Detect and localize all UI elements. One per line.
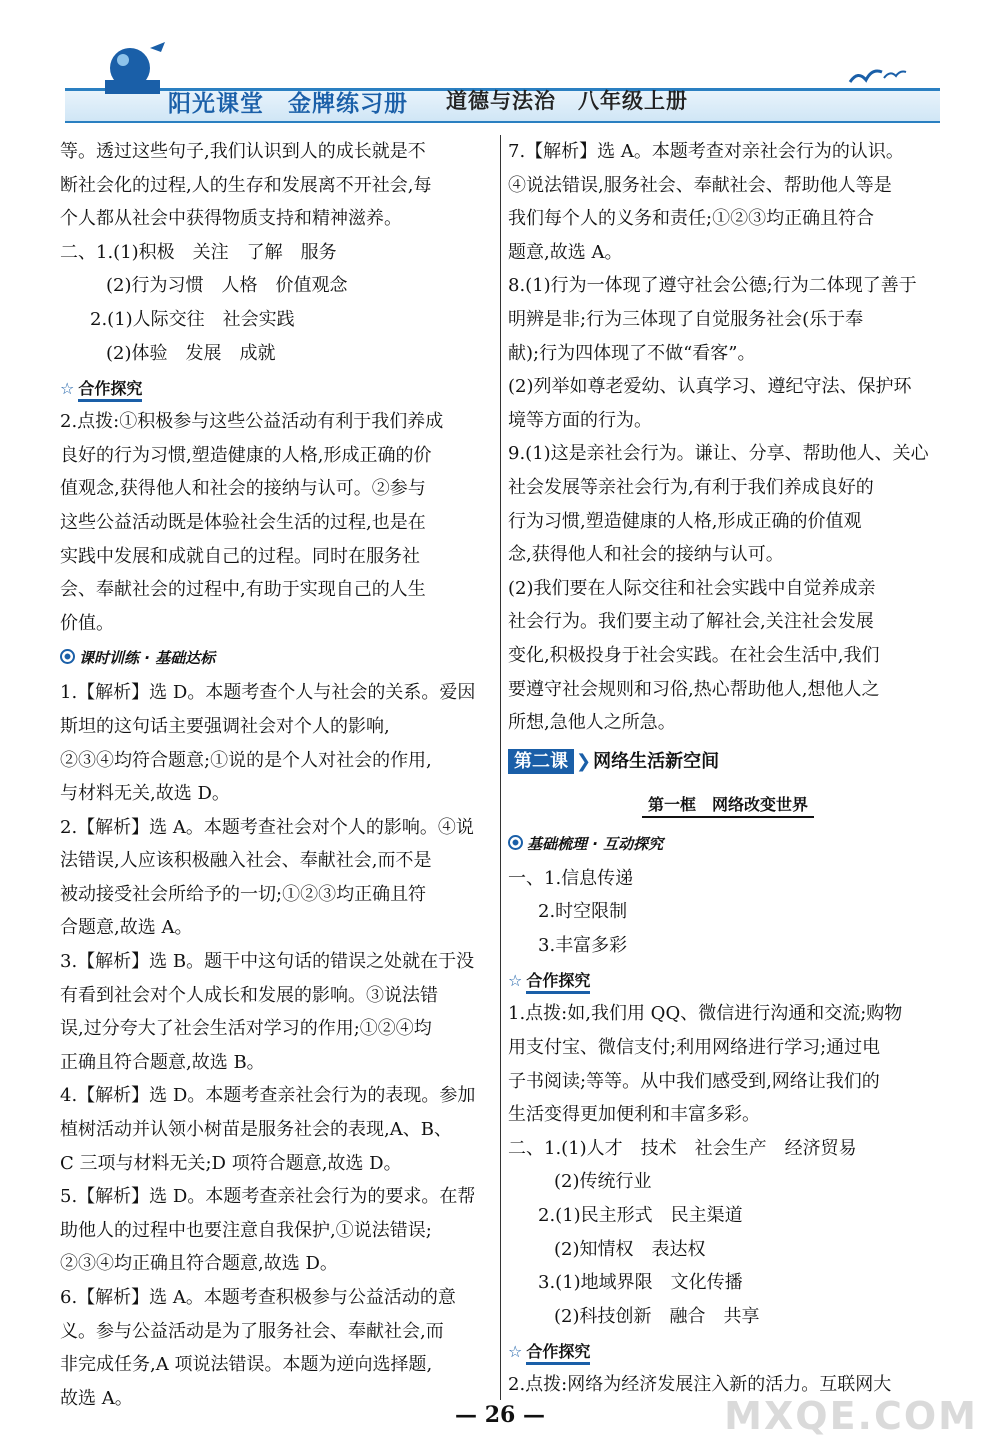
- text-line: 非完成任务,A 项说法错误。本题为逆向选择题,: [60, 1354, 433, 1376]
- right-column: [508, 135, 948, 1402]
- page-header: [0, 0, 1000, 135]
- text-line: 6.【解析】选 A。本题考查积极参与公益活动的意: [60, 1287, 456, 1308]
- star-icon: ☆: [60, 379, 75, 399]
- text-line: (2)列举如尊老爱幼、认真学习、遵纪守法、保护环: [508, 376, 912, 398]
- answer-line: (2)传统行业: [554, 1171, 652, 1193]
- text-line: 有看到社会对个人成长和发展的影响。③说法错: [60, 984, 438, 1006]
- page-number: — 26 —: [455, 1402, 545, 1428]
- answer-line: 2.(1)人际交往 社会实践: [90, 308, 295, 330]
- column-divider: [500, 135, 501, 1400]
- bullet-icon: [508, 835, 523, 850]
- text-line: 助他人的过程中也要注意自我保护,①说法错误;: [60, 1219, 432, 1241]
- text-line: 我们每个人的义务和责任;①②③均正确且符合: [508, 208, 875, 230]
- text-line: 3.【解析】选 B。题干中这句话的错误之处就在于没: [60, 951, 475, 973]
- text-line: 断社会化的过程,人的生存和发展离不开社会,每: [60, 174, 432, 196]
- text-line: 5.【解析】选 D。本题考查亲社会行为的要求。在帮: [60, 1186, 476, 1208]
- text-line: 正确且符合题意,故选 B。: [60, 1051, 265, 1073]
- text-line: 4.【解析】选 D。本题考查亲社会行为的表现。参加: [60, 1085, 476, 1107]
- left-column: [60, 135, 500, 1415]
- text-line: 误,过分夸大了社会生活对学习的作用;①②④均: [60, 1018, 432, 1040]
- sun-logo-icon: [95, 38, 170, 98]
- answer-line: (2)体验 发展 成就: [106, 342, 276, 364]
- star-icon: ☆: [508, 1342, 523, 1362]
- text-line: ④说法错误,服务社会、奉献社会、帮助他人等是: [508, 174, 892, 196]
- section-tag: ☆ 合作探究: [508, 1335, 948, 1368]
- text-line: 等。透过这些句子,我们认识到人的成长就是不: [60, 141, 426, 162]
- text-line: 社会行为。我们要主动了解社会,关注社会发展: [508, 611, 874, 633]
- text-line: 生活变得更加便利和丰富多彩。: [508, 1104, 760, 1126]
- text-line: 社会发展等亲社会行为,有利于我们养成良好的: [508, 476, 874, 498]
- text-line: 子书阅读;等等。从中我们感受到,网络让我们的: [508, 1070, 880, 1092]
- section-tag: ☆ 合作探究: [508, 964, 948, 997]
- text-line: 被动接受社会所给予的一切;①②③均正确且符: [60, 883, 427, 905]
- text-line: 1.点拨:如,我们用 QQ、微信进行沟通和交流;购物: [508, 1003, 903, 1025]
- lesson-heading: [508, 740, 948, 784]
- text-line: C 三项与材料无关;D 项符合题意,故选 D。: [60, 1152, 402, 1174]
- text-line: 7.【解析】选 A。本题考查对亲社会行为的认识。: [508, 141, 904, 162]
- text-line: 法错误,人应该积极融入社会、奉献社会,而不是: [60, 850, 432, 872]
- answer-line: 2.(1)民主形式 民主渠道: [538, 1205, 743, 1227]
- text-line: 所想,急他人之所急。: [508, 712, 676, 734]
- section-tag: ☆ 合作探究: [60, 372, 500, 405]
- text-line: 题意,故选 A。: [508, 241, 623, 263]
- star-icon: ☆: [508, 971, 523, 991]
- text-line: 2.【解析】选 A。本题考查社会对个人的影响。④说: [60, 816, 474, 838]
- text-line: 行为习惯,塑造健康的人格,形成正确的价值观: [508, 510, 862, 532]
- section-heading: 课时训练 · 基础达标: [60, 640, 500, 676]
- section-heading: 基础梳理 · 互动探究: [508, 826, 948, 862]
- text-line: 8.(1)行为一体现了遵守社会公德;行为二体现了善于: [508, 275, 917, 297]
- text-line: ②③④均符合题意;①说的是个人对社会的作用,: [60, 749, 432, 771]
- text-line: 价值。: [60, 612, 114, 634]
- header-subject: 道德与法治 八年级上册: [446, 89, 688, 113]
- text-line: 个人都从社会中获得物质支持和精神滋养。: [60, 208, 402, 230]
- text-line: 献);行为四体现了不做“看客”。: [508, 342, 756, 364]
- text-line: 实践中发展和成就自己的过程。同时在服务社: [60, 545, 420, 567]
- text-line: (2)我们要在人际交往和社会实践中自觉养成亲: [508, 577, 876, 599]
- text-line: 2.点拨:①积极参与这些公益活动有利于我们养成: [60, 411, 444, 433]
- answer-line: 一、1.信息传递: [508, 867, 634, 889]
- answer-line: (2)知情权 表达权: [554, 1238, 706, 1260]
- frame-title: 第一框 网络改变世界: [508, 784, 948, 826]
- answer-line: (2)科技创新 融合 共享: [554, 1305, 760, 1327]
- text-line: 2.点拨:网络为经济发展注入新的活力。互联网大: [508, 1374, 892, 1396]
- text-line: 变化,积极投身于社会实践。在社会生活中,我们: [508, 644, 880, 666]
- birds-icon: [848, 62, 908, 92]
- text-line: ②③④均正确且符合题意,故选 D。: [60, 1253, 338, 1275]
- lesson-title: 网络生活新空间: [593, 750, 720, 772]
- text-line: 会、奉献社会的过程中,有助于实现自己的人生: [60, 579, 426, 601]
- text-line: 值观念,获得他人和社会的接纳与认可。②参与: [60, 478, 426, 500]
- answer-line: 2.时空限制: [538, 901, 628, 923]
- answer-line: 二、1.(1)人才 技术 社会生产 经济贸易: [508, 1137, 857, 1159]
- text-line: 故选 A。: [60, 1387, 133, 1409]
- lesson-chip: 第二课: [508, 749, 574, 774]
- answer-line: 二、1.(1)积极 关注 了解 服务: [60, 241, 337, 263]
- text-line: 这些公益活动既是体验社会生活的过程,也是在: [60, 511, 426, 533]
- header-brand: 阳光课堂 金牌练习册: [168, 91, 408, 117]
- text-line: 9.(1)这是亲社会行为。谦让、分享、帮助他人、关心: [508, 443, 929, 465]
- text-line: 念,获得他人和社会的接纳与认可。: [508, 544, 784, 566]
- text-line: 与材料无关,故选 D。: [60, 783, 230, 805]
- answer-line: (2)行为习惯 人格 价值观念: [106, 275, 348, 297]
- text-line: 义。参与公益活动是为了服务社会、奉献社会,而: [60, 1320, 444, 1342]
- text-line: 斯坦的这句话主要强调社会对个人的影响,: [60, 715, 390, 737]
- text-line: 要遵守社会规则和习俗,热心帮助他人,想他人之: [508, 678, 880, 700]
- text-line: 良好的行为习惯,塑造健康的人格,形成正确的价: [60, 444, 432, 466]
- text-line: 合题意,故选 A。: [60, 917, 193, 939]
- text-line: 用支付宝、微信支付;利用网络进行学习;通过电: [508, 1037, 881, 1059]
- bullet-icon: [60, 649, 75, 664]
- answer-line: 3.丰富多彩: [538, 934, 628, 956]
- text-line: 1.【解析】选 D。本题考查个人与社会的关系。爱因: [60, 682, 476, 704]
- chevron-right-icon: ❯: [576, 750, 592, 772]
- text-line: 明辨是非;行为三体现了自觉服务社会(乐于奉: [508, 308, 864, 330]
- answer-line: 3.(1)地域界限 文化传播: [538, 1272, 743, 1294]
- text-line: 植树活动并认领小树苗是服务社会的表现,A、B、: [60, 1119, 452, 1141]
- text-line: 境等方面的行为。: [508, 409, 652, 431]
- watermark: MXQE.COM: [724, 1394, 978, 1438]
